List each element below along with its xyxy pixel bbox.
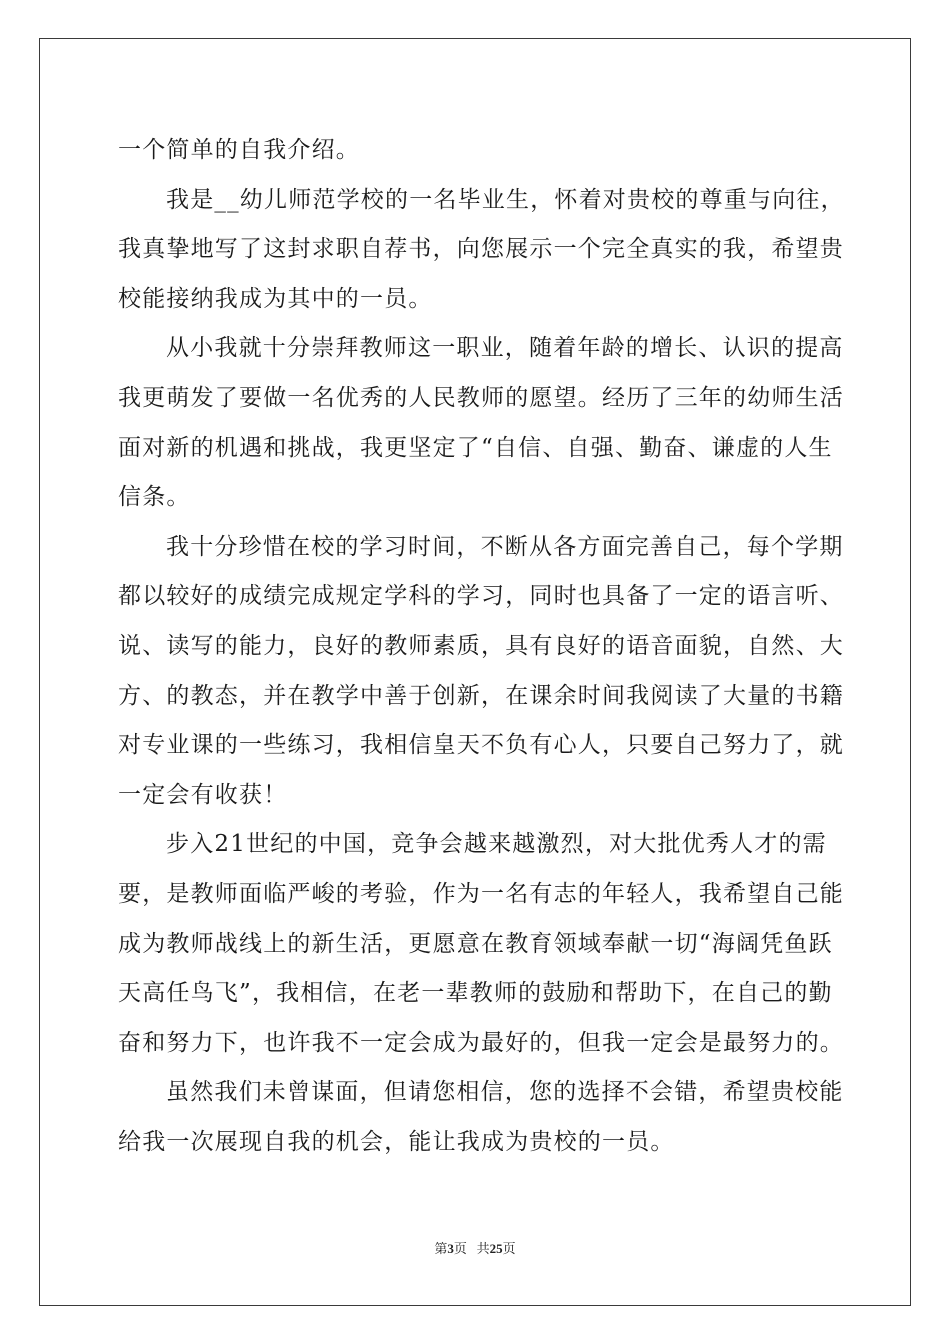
page-footer — [0, 1238, 950, 1257]
text-line: 从小我就十分崇拜教师这一职业，随着年龄的增长、认识的提高 — [166, 335, 844, 362]
text-line: 要，是教师面临严峻的考验，作为一名有志的年轻人，我希望自己能 — [118, 880, 844, 907]
text-line: 信条。 — [118, 484, 191, 511]
text-line: 我十分珍惜在校的学习时间，不断从各方面完善自己，每个学期 — [166, 533, 844, 560]
text-line: 给我一次展现自我的机会，能让我成为贵校的一员。 — [118, 1128, 675, 1155]
document-body — [118, 126, 845, 1167]
text-line: 步入21世纪的中国，竞争会越来越激烈，对大批优秀人才的需 — [166, 831, 827, 858]
text-line: 方、的教态，并在教学中善于创新，在课余时间我阅读了大量的书籍 — [118, 682, 844, 709]
page-prefix: 第 — [434, 1241, 448, 1256]
text-line: 虽然我们未曾谋面，但请您相信，您的选择不会错，希望贵校能 — [166, 1079, 844, 1106]
text-line: 我真挚地写了这封求职自荐书，向您展示一个完全真实的我，希望贵 — [118, 236, 844, 263]
text-line: 天高任鸟飞”，我相信，在老一辈教师的鼓励和帮助下，在自己的勤 — [118, 980, 833, 1007]
text-line: 对专业课的一些练习，我相信皇天不负有心人，只要自己努力了，就 — [118, 732, 844, 759]
text-line: 一定会有收获！ — [118, 781, 288, 808]
total-suffix: 页 — [502, 1241, 516, 1256]
text-line: 我更萌发了要做一名优秀的人民教师的愿望。经历了三年的幼师生活 — [118, 384, 844, 411]
text-line: 都以较好的成绩完成规定学科的学习，同时也具备了一定的语言听、 — [118, 583, 844, 610]
text-line: 我是__幼儿师范学校的一名毕业生，怀着对贵校的尊重与向往， — [166, 186, 845, 213]
text-line: 一个简单的自我介绍。 — [118, 137, 360, 163]
total-prefix: 共 — [476, 1241, 490, 1256]
page-suffix: 页 — [453, 1241, 467, 1256]
text-line: 校能接纳我成为其中的一员。 — [118, 285, 433, 312]
text-line: 奋和努力下，也许我不一定会成为最好的，但我一定会是最努力的。 — [118, 1029, 844, 1056]
total-pages: 25 — [489, 1241, 503, 1256]
page-number: 3 — [447, 1241, 454, 1256]
text-line: 说、读写的能力，良好的教师素质，具有良好的语音面貌，自然、大 — [118, 632, 844, 659]
text-line: 成为教师战线上的新生活，更愿意在教育领域奉献一切“海阔凭鱼跃 — [118, 930, 833, 957]
text-line: 面对新的机遇和挑战，我更坚定了“自信、自强、勤奋、谦虚的人生 — [118, 434, 833, 461]
